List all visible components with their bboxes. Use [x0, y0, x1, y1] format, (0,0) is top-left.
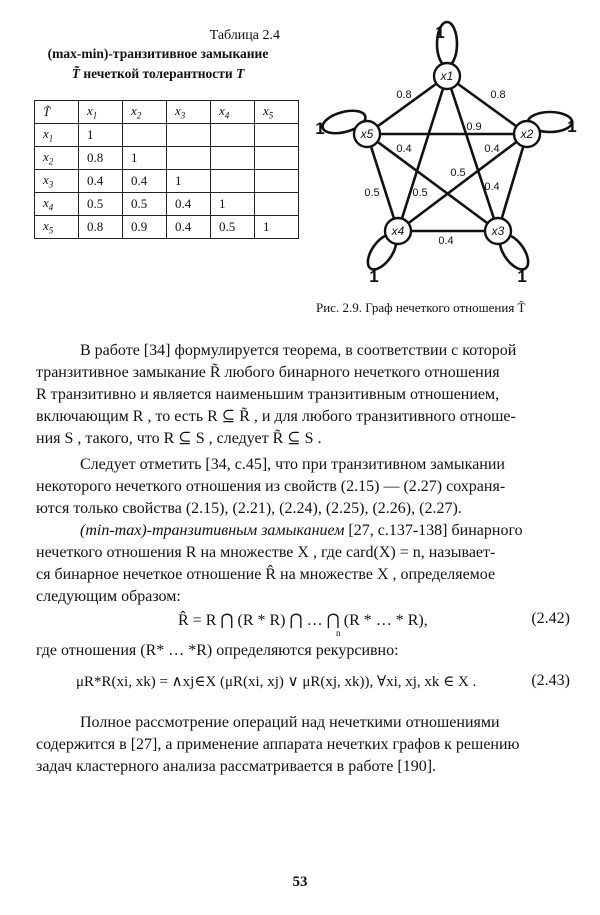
table-row-label: $x_4$: [35, 193, 79, 216]
table-header-cell: T̃: [35, 101, 79, 124]
table-cell: 0.4: [79, 170, 123, 193]
table-row: [35, 147, 299, 170]
table-cell: 0.5: [123, 193, 167, 216]
table-cell: [167, 124, 211, 147]
table-title-symbol: T̃: [71, 66, 80, 81]
page-number: 53: [292, 874, 308, 890]
table-title-tail: T: [236, 66, 245, 81]
p5-line: Полное рассмотрение операций над нечеткими отношениями: [80, 714, 500, 731]
table-cell: 0.4: [167, 216, 211, 239]
table-cell: 0.4: [123, 170, 167, 193]
table-cell: 0.9: [123, 216, 167, 239]
table-row-label: $x_5$: [35, 216, 79, 239]
edge-x1-x5: [367, 76, 447, 134]
p3-line: [36, 520, 572, 542]
table-cell: [211, 170, 255, 193]
p1-line: В работе [34] формулируется теорема, в соответствии с которой: [80, 342, 517, 359]
table-row: [35, 216, 299, 239]
table-cell: [255, 147, 299, 170]
p4-line: где отношения (R* … *R) определяются рекурсивно:: [36, 642, 399, 659]
table-row-label: $x_1$: [35, 124, 79, 147]
edge-label-x1-x5: 0.8: [396, 89, 412, 101]
node-x5-label: x5: [360, 127, 374, 141]
table-cell: 0.5: [79, 193, 123, 216]
formula-2-43: μR*R(xi, xk) = ∧xj∈X (μR(xi, xj) ∨ μR(xj, xk)), ∀xi, xj, xk ∈ X .: [76, 674, 477, 690]
edge-x2-x4: [398, 134, 527, 231]
formula-2-42: [178, 610, 428, 638]
table-number: Таблица 2.4: [209, 28, 280, 43]
table-cell: [255, 124, 299, 147]
paragraph-4: [36, 640, 572, 662]
table-cell: 0.8: [79, 216, 123, 239]
table-header-cell: $x_5$: [255, 101, 299, 124]
edge-label-x5-x2: 0.9: [466, 121, 482, 133]
table-cell: 1: [123, 147, 167, 170]
equation-number-2-43: (2.43): [531, 672, 570, 689]
p3-line: нечеткого отношения R на множестве X , где card(X) = n, называет-: [36, 544, 496, 561]
figure-caption: Рис. 2.9. Граф нечеткого отношения T̃: [316, 300, 526, 315]
table-header-cell: $x_2$: [123, 101, 167, 124]
p5-line: задач кластерного анализа рассматривается в работе [190].: [36, 758, 437, 775]
loop-label-x5: 1: [315, 119, 325, 138]
loop-label-x3: 1: [517, 267, 527, 286]
table-cell: 0.4: [167, 193, 211, 216]
node-x1-label: x1: [440, 69, 454, 83]
p5-line: содержится в [27], а применение аппарата нечетких графов к решению: [36, 736, 520, 753]
edge-x2-x3: [498, 134, 527, 231]
edge-label-x1-x3: 0.5: [450, 167, 466, 179]
table-cell: [255, 170, 299, 193]
table-row: [35, 193, 299, 216]
loop-label-x4: 1: [369, 267, 379, 286]
p1-line: ния S , такого, что R ⊆ S , следует R̃ ⊆ S .: [36, 430, 322, 447]
edge-label-x2-x3: 0.4: [484, 181, 500, 193]
edge-label-x4-x3: 0.4: [438, 235, 454, 247]
p1-line: включающим R , то есть R ⊆ R̃ , и для любого транзитивного отноше-: [36, 408, 516, 425]
paragraph-1: [36, 340, 572, 450]
p2-line: некоторого нечеткого отношения из свойств (2.15) — (2.27) сохраня-: [36, 478, 506, 495]
p1-line: транзитивное замыкание R̃ любого бинарного нечеткого отношения: [36, 364, 500, 381]
p3-line: следующим образом:: [36, 588, 181, 605]
table-header-cell: $x_4$: [211, 101, 255, 124]
loop-label-x1: 1: [435, 23, 445, 42]
p3-line: ся бинарное нечеткое отношение R̂ на множестве X , определяемое: [36, 566, 496, 583]
edge-x1-x2: [447, 76, 527, 134]
table-header-row: [35, 101, 299, 124]
table-row: [35, 124, 299, 147]
node-x3-label: x3: [491, 224, 505, 238]
paragraph-5: [36, 712, 572, 778]
table-title-text: нечеткой толерантности: [83, 66, 233, 81]
table-cell: 1: [211, 193, 255, 216]
formula-2-42-body: R̂ = R ⋂ (R * R) ⋂ … ⋂ (R * … * R),: [178, 612, 428, 629]
table-header-cell: $x_3$: [167, 101, 211, 124]
edge-x5-x4: [367, 134, 398, 231]
edge-label-x5-x4: 0.5: [364, 187, 380, 199]
table-cell: [167, 147, 211, 170]
p3-first-tail: [27, с.137-138] бинарного: [344, 522, 523, 539]
loop-label-x2: 1: [567, 117, 577, 136]
table-cell: 1: [79, 124, 123, 147]
node-x4-label: x4: [391, 224, 405, 238]
table-cell: [123, 124, 167, 147]
table-cell: [255, 193, 299, 216]
formula-2-42-sub: n: [336, 628, 341, 638]
edge-label-x1-x4: 0.5: [412, 187, 428, 199]
edge-label-x5-x3: 0.4: [396, 143, 412, 155]
edge-x5-x3: [367, 134, 498, 231]
table-row-label: $x_3$: [35, 170, 79, 193]
paragraph-3: [36, 520, 572, 608]
paragraph-2: [36, 454, 572, 520]
equation-number-2-42: (2.42): [531, 610, 570, 627]
table-cell: [211, 124, 255, 147]
p3-emphasis: (min-max)-транзитивным замыканием: [80, 522, 345, 539]
node-x2-label: x2: [520, 127, 534, 141]
table-cell: 1: [167, 170, 211, 193]
p1-line: R транзитивно и является наименьшим транзитивным отношением,: [36, 386, 500, 403]
edge-label-x1-x2: 0.8: [490, 89, 506, 101]
edge-label-x2-x4: 0.4: [484, 143, 500, 155]
table-cell: [211, 147, 255, 170]
table-title-line1: (max-min)-транзитивное замыкание: [47, 46, 269, 61]
p2-line: ются только свойства (2.15), (2.21), (2.24), (2.25), (2.26), (2.27).: [36, 500, 462, 517]
table-cell: 0.8: [79, 147, 123, 170]
relation-table: [34, 100, 299, 239]
p2-line: Следует отметить [34, с.45], что при транзитивном замыкании: [80, 456, 505, 473]
table-cell: 0.5: [211, 216, 255, 239]
table-row: [35, 170, 299, 193]
table-title-line2: [18, 66, 298, 82]
table-header-cell: $x_1$: [79, 101, 123, 124]
graph-nodes: [354, 63, 540, 244]
table-row-label: $x_2$: [35, 147, 79, 170]
table-cell: 1: [255, 216, 299, 239]
fuzzy-graph: [310, 18, 580, 288]
